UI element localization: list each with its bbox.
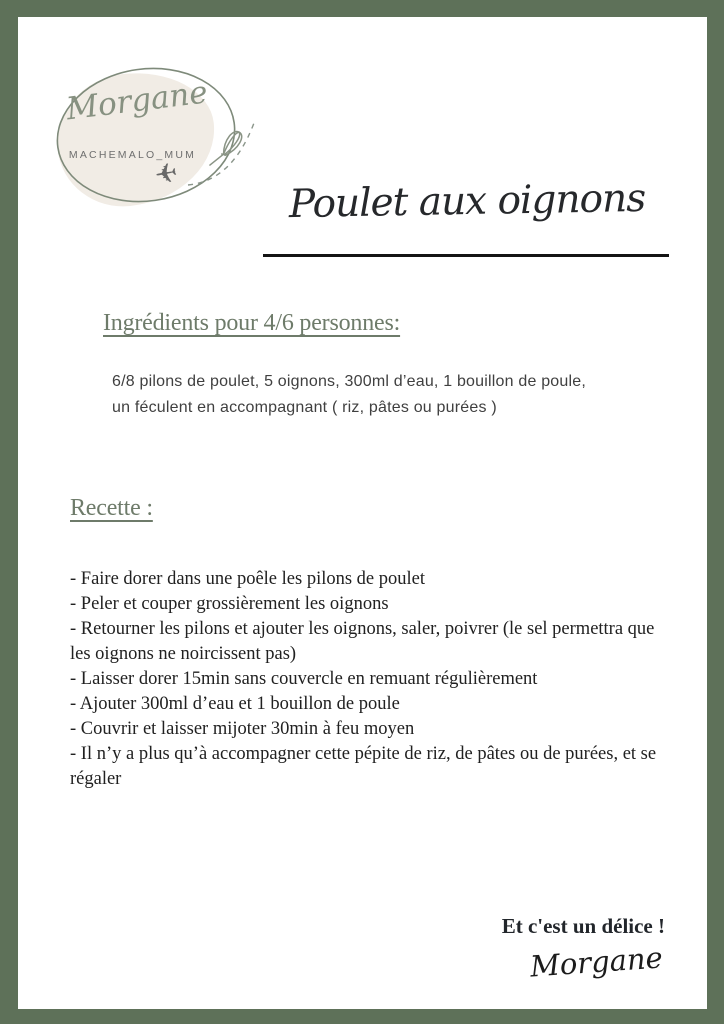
recipe-steps [70,567,658,792]
recipe-page [18,17,707,1009]
recipe-step: - Retourner les pilons et ajouter les oignons, saler, poivrer (le sel permettra que les oignons ne noircissent pas) [70,619,655,664]
ingredients-heading: Ingrédients pour 4/6 personnes: [103,310,401,336]
footer-tagline: Et c'est un délice ! [501,914,665,938]
logo-brand-name: Morgane [64,74,210,128]
recipe-step: - Couvrir et laisser mijoter 30min à feu moyen [70,719,415,739]
recipe-step: - Il n’y a plus qu’à accompagner cette pépite de riz, de pâtes ou de purées, et se régaler [70,744,657,789]
plane-icon: ✈ [152,157,181,192]
title-underline [263,254,669,257]
plane-dashed-trail-icon [184,115,260,191]
recipe-step: - Faire dorer dans une poêle les pilons de poulet [70,569,425,589]
recipe-title: Poulet aux oignons [288,175,646,228]
logo [48,57,278,267]
ingredients-text: 6/8 pilons de poulet, 5 oignons, 300ml d’eau, 1 bouillon de poule, un féculent en accompagnant ( riz, pâtes ou purées ) [112,373,586,416]
recipe-step: - Laisser dorer 15min sans couvercle en remuant régulièrement [70,669,538,689]
footer-signature: Morgane [529,940,665,984]
recipe-heading: Recette : [70,495,153,521]
logo-handle: MACHEMALO_MUM [68,149,197,161]
recipe-step: - Peler et couper grossièrement les oignons [70,594,389,614]
recipe-step: - Ajouter 300ml d’eau et 1 bouillon de poule [70,694,400,714]
